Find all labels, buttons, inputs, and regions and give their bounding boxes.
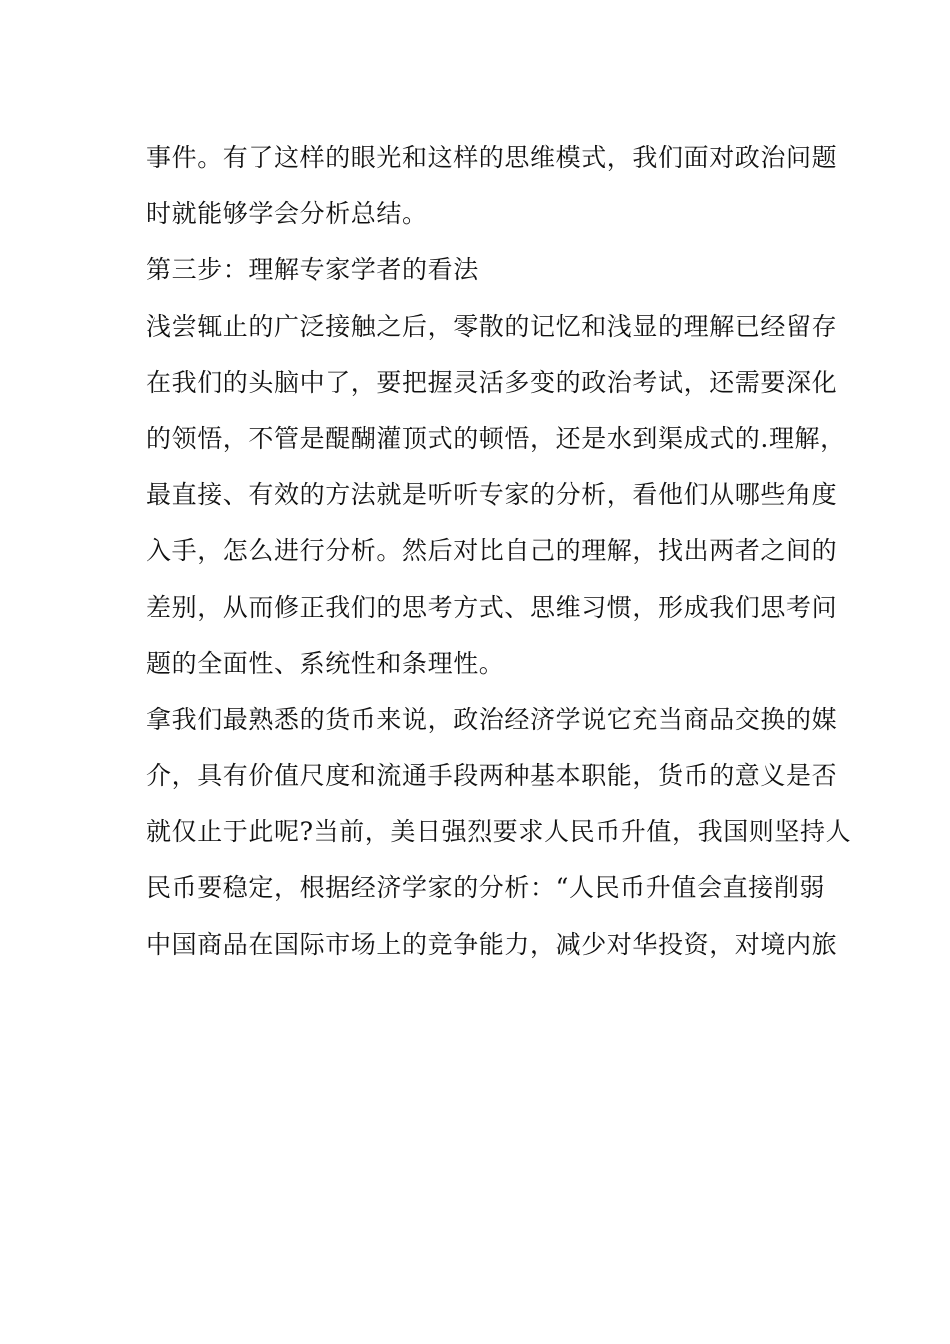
text-line: 中国商品在国际市场上的竞争能力，减少对华投资，对境内旅: [146, 929, 838, 959]
text-line: 最直接、有效的方法就是听听专家的分析，看他们从哪些角度: [146, 480, 838, 510]
body-text: [146, 130, 852, 973]
text-line: 在我们的头脑中了，要把握灵活多变的政治考试，还需要深化: [146, 367, 838, 397]
text-line: 差别，从而修正我们的思考方式、思维习惯，形成我们思考问: [146, 592, 838, 622]
text-line: 浅尝辄止的广泛接触之后，零散的记忆和浅显的理解已经留存: [146, 311, 838, 341]
text-line: 时就能够学会分析总结。: [146, 199, 428, 229]
text-line: 入手，怎么进行分析。然后对比自己的理解，找出两者之间的: [146, 536, 838, 566]
text-line: 民币要稳定，根据经济学家的分析：“人民币升值会直接削弱: [146, 873, 825, 903]
text-line: 拿我们最熟悉的货币来说，政治经济学说它充当商品交换的媒: [146, 704, 838, 734]
section-heading: 第三步：理解专家学者的看法: [146, 255, 479, 285]
text-line: 事件。有了这样的眼光和这样的思维模式，我们面对政治问题: [146, 143, 838, 172]
text-line: 题的全面性、系统性和条理性。: [146, 648, 505, 678]
text-line: 的领悟，不管是醍醐灌顶式的顿悟，还是水到渠成式的.理解，: [146, 423, 846, 453]
text-line: 就仅止于此呢?当前，美日强烈要求人民币升值，我国则坚持人: [146, 817, 852, 847]
text-line: 介，具有价值尺度和流通手段两种基本职能，货币的意义是否: [146, 761, 838, 791]
